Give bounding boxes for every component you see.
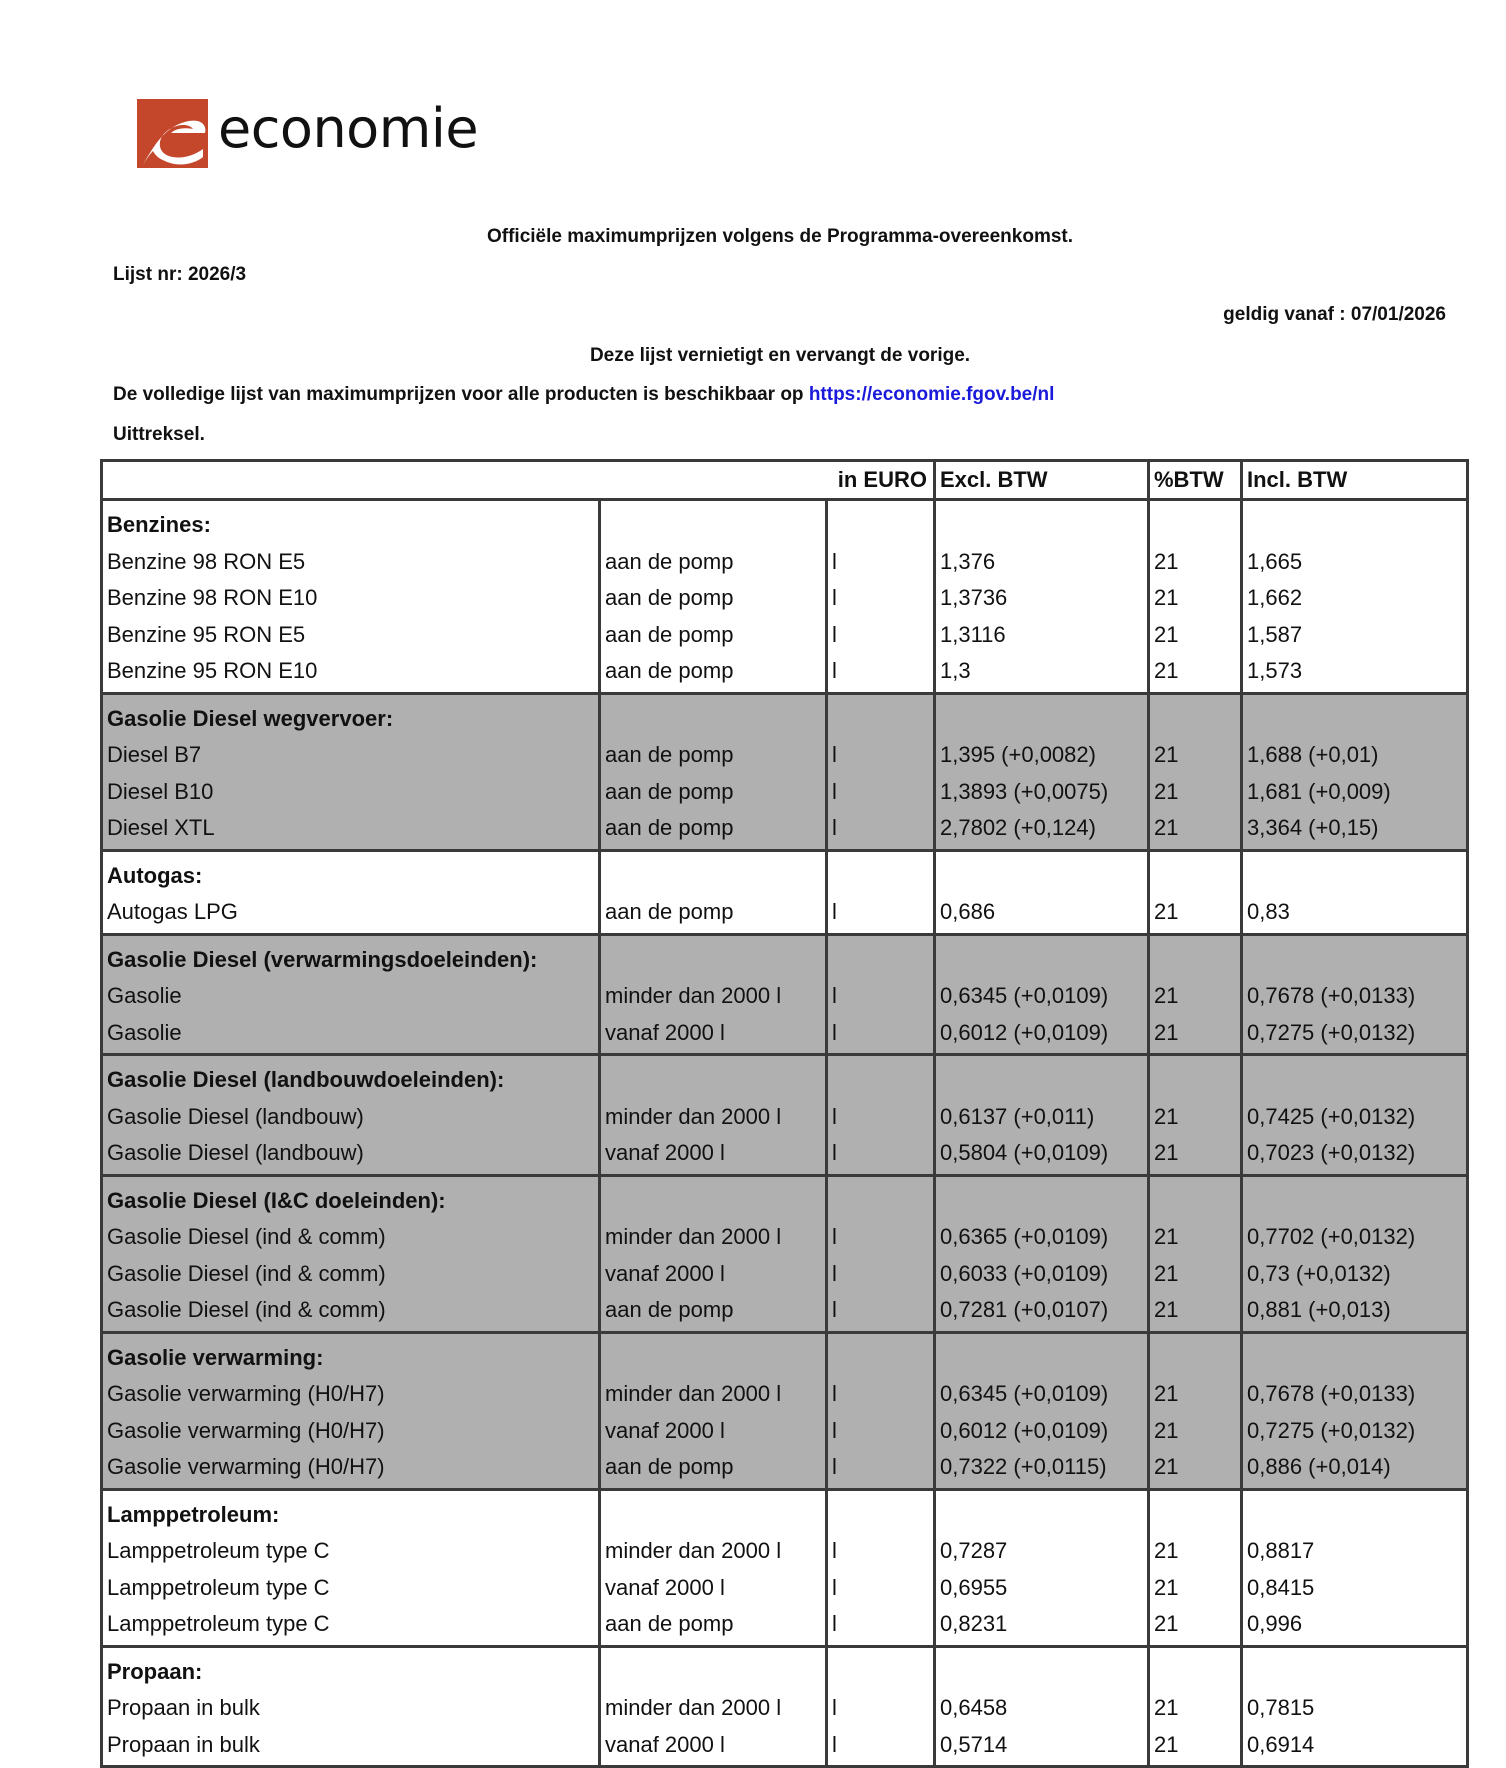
product-name: Benzine 95 RON E5 bbox=[107, 621, 306, 647]
cell-price-excl-vat bbox=[935, 934, 1149, 1055]
empty-cell bbox=[1154, 942, 1240, 979]
empty-cell bbox=[1154, 1183, 1240, 1220]
vat-percent: 21 bbox=[1154, 1454, 1179, 1479]
cell-unit bbox=[827, 850, 935, 934]
price-incl-vat: 0,6914 bbox=[1247, 1731, 1315, 1757]
price-excl-vat: 0,7287 bbox=[940, 1538, 1008, 1563]
empty-cell bbox=[940, 1062, 1147, 1099]
cell-price-incl-vat bbox=[1242, 693, 1468, 850]
product-name: Propaan in bulk bbox=[107, 1695, 260, 1720]
vat-percent: 21 bbox=[1154, 778, 1179, 804]
condition: aan de pomp bbox=[605, 815, 734, 840]
empty-cell bbox=[940, 942, 1147, 979]
price-section bbox=[102, 850, 1468, 934]
vat-percent: 21 bbox=[1154, 1538, 1179, 1563]
empty-cell bbox=[1247, 507, 1466, 544]
empty-cell bbox=[1247, 1062, 1466, 1099]
price-incl-vat: 0,7815 bbox=[1247, 1695, 1315, 1720]
vat-percent: 21 bbox=[1154, 1574, 1179, 1600]
vat-percent: 21 bbox=[1154, 1140, 1179, 1165]
cell-vat-percent bbox=[1149, 1332, 1242, 1489]
logo-text: economie bbox=[218, 97, 479, 160]
cell-product-name bbox=[102, 850, 600, 934]
empty-cell bbox=[832, 701, 933, 738]
price-incl-vat: 0,7425 (+0,0132) bbox=[1247, 1103, 1416, 1129]
condition: aan de pomp bbox=[605, 1297, 734, 1322]
full-list-text: De volledige lijst van maximumprijzen voor alle producten is beschikbaar op bbox=[113, 384, 809, 405]
cell-vat-percent bbox=[1149, 1175, 1242, 1332]
price-excl-vat: 1,395 (+0,0082) bbox=[940, 742, 1096, 767]
column-header-incl-vat: Incl. BTW bbox=[1242, 461, 1468, 500]
product-name: Benzine 98 RON E5 bbox=[107, 548, 306, 574]
price-excl-vat: 0,6345 (+0,0109) bbox=[940, 1381, 1109, 1406]
vat-percent: 21 bbox=[1154, 1260, 1179, 1286]
cell-condition bbox=[600, 500, 827, 694]
cell-price-excl-vat bbox=[935, 500, 1149, 694]
unit: l bbox=[832, 585, 837, 610]
list-number: Lijst nr: 2026/3 bbox=[113, 264, 247, 285]
cell-price-incl-vat bbox=[1242, 1055, 1468, 1176]
vat-percent: 21 bbox=[1154, 1224, 1179, 1249]
document-title: Officiële maximumprijzen volgens de Programma-overeenkomst. bbox=[486, 226, 1074, 247]
cell-product-name bbox=[102, 1489, 600, 1646]
price-excl-vat: 1,376 bbox=[940, 548, 996, 574]
price-incl-vat: 0,83 bbox=[1247, 899, 1290, 924]
price-incl-vat: 0,7702 (+0,0132) bbox=[1247, 1224, 1416, 1249]
empty-cell bbox=[605, 507, 825, 544]
unit: l bbox=[832, 1538, 837, 1563]
cell-price-excl-vat bbox=[935, 850, 1149, 934]
price-excl-vat: 0,6365 (+0,0109) bbox=[940, 1224, 1109, 1249]
product-name: Gasolie bbox=[107, 1019, 182, 1045]
table-row bbox=[102, 1055, 1468, 1176]
unit: l bbox=[832, 621, 837, 647]
cell-price-excl-vat bbox=[935, 1332, 1149, 1489]
empty-cell bbox=[940, 1340, 1147, 1377]
column-header-unit: in EURO bbox=[102, 461, 935, 500]
table-row bbox=[102, 693, 1468, 850]
vat-percent: 21 bbox=[1154, 1695, 1179, 1720]
empty-cell bbox=[605, 942, 825, 979]
cell-unit bbox=[827, 934, 935, 1055]
cell-unit bbox=[827, 1489, 935, 1646]
vat-percent: 21 bbox=[1154, 1297, 1179, 1322]
empty-cell bbox=[940, 507, 1147, 544]
cell-price-excl-vat bbox=[935, 1489, 1149, 1646]
vat-percent: 21 bbox=[1154, 1019, 1179, 1045]
unit: l bbox=[832, 1574, 837, 1600]
valid-from-date: geldig vanaf : 07/01/2026 bbox=[1223, 304, 1446, 325]
category-label: Autogas: bbox=[107, 862, 203, 888]
empty-cell bbox=[1247, 858, 1466, 895]
vat-percent: 21 bbox=[1154, 742, 1179, 767]
product-name: Diesel B7 bbox=[107, 742, 202, 767]
price-section bbox=[102, 1332, 1468, 1489]
replaces-notice: Deze lijst vernietigt en vervangt de vorige. bbox=[589, 345, 971, 366]
unit: l bbox=[832, 778, 837, 804]
cell-product-name bbox=[102, 1646, 600, 1767]
condition: aan de pomp bbox=[605, 1611, 734, 1636]
vat-percent: 21 bbox=[1154, 1611, 1179, 1636]
condition: vanaf 2000 l bbox=[605, 1574, 725, 1600]
cell-unit bbox=[827, 1055, 935, 1176]
category-label: Gasolie Diesel wegvervoer: bbox=[107, 705, 394, 731]
condition: minder dan 2000 l bbox=[605, 1381, 782, 1406]
price-excl-vat: 1,3 bbox=[940, 658, 971, 683]
cell-unit bbox=[827, 1646, 935, 1767]
price-excl-vat: 0,6012 (+0,0109) bbox=[940, 1417, 1109, 1443]
price-incl-vat: 1,573 bbox=[1247, 658, 1303, 683]
condition: minder dan 2000 l bbox=[605, 1224, 782, 1249]
cell-unit bbox=[827, 1332, 935, 1489]
cell-price-incl-vat bbox=[1242, 1489, 1468, 1646]
product-name: Propaan in bulk bbox=[107, 1731, 260, 1757]
product-name: Lamppetroleum type C bbox=[107, 1538, 330, 1563]
condition: minder dan 2000 l bbox=[605, 1695, 782, 1720]
condition: vanaf 2000 l bbox=[605, 1019, 725, 1045]
product-name: Autogas LPG bbox=[107, 899, 238, 924]
cell-product-name bbox=[102, 500, 600, 694]
cell-unit bbox=[827, 1175, 935, 1332]
product-name: Gasolie bbox=[107, 983, 182, 1008]
unit: l bbox=[832, 815, 837, 840]
condition: aan de pomp bbox=[605, 742, 734, 767]
cell-condition bbox=[600, 1175, 827, 1332]
full-list-notice bbox=[113, 384, 1054, 406]
price-section bbox=[102, 1175, 1468, 1332]
table-row bbox=[102, 1175, 1468, 1332]
price-excl-vat: 0,7322 (+0,0115) bbox=[940, 1454, 1107, 1479]
product-name: Gasolie verwarming (H0/H7) bbox=[107, 1417, 385, 1443]
empty-cell bbox=[1154, 858, 1240, 895]
empty-cell bbox=[1247, 1654, 1466, 1691]
cell-price-excl-vat bbox=[935, 693, 1149, 850]
product-name: Diesel B10 bbox=[107, 778, 214, 804]
empty-cell bbox=[832, 507, 933, 544]
price-incl-vat: 0,7023 (+0,0132) bbox=[1247, 1140, 1416, 1165]
vat-percent: 21 bbox=[1154, 815, 1179, 840]
unit: l bbox=[832, 1417, 837, 1443]
price-excl-vat: 0,6137 (+0,011) bbox=[940, 1103, 1095, 1129]
unit: l bbox=[832, 1019, 837, 1045]
empty-cell bbox=[832, 1654, 933, 1691]
price-excl-vat: 1,3893 (+0,0075) bbox=[940, 778, 1109, 804]
product-name: Benzine 98 RON E10 bbox=[107, 585, 318, 610]
vat-percent: 21 bbox=[1154, 1731, 1179, 1757]
price-incl-vat: 1,681 (+0,009) bbox=[1247, 778, 1391, 804]
empty-cell bbox=[832, 1340, 933, 1377]
price-excl-vat: 2,7802 (+0,124) bbox=[940, 815, 1096, 840]
price-excl-vat: 0,6955 bbox=[940, 1574, 1008, 1600]
price-excl-vat: 0,686 bbox=[940, 899, 996, 924]
empty-cell bbox=[940, 1497, 1147, 1534]
condition: aan de pomp bbox=[605, 658, 734, 683]
cell-condition bbox=[600, 1055, 827, 1176]
cell-condition bbox=[600, 693, 827, 850]
cell-price-incl-vat bbox=[1242, 934, 1468, 1055]
condition: aan de pomp bbox=[605, 585, 734, 610]
price-section bbox=[102, 1055, 1468, 1176]
price-section bbox=[102, 500, 1468, 694]
unit: l bbox=[832, 1260, 837, 1286]
condition: aan de pomp bbox=[605, 548, 734, 574]
product-name: Diesel XTL bbox=[107, 815, 215, 840]
unit: l bbox=[832, 899, 837, 924]
unit: l bbox=[832, 1224, 837, 1249]
cell-price-incl-vat bbox=[1242, 500, 1468, 694]
price-incl-vat: 0,7275 (+0,0132) bbox=[1247, 1417, 1416, 1443]
table-row bbox=[102, 1489, 1468, 1646]
unit: l bbox=[832, 1297, 837, 1322]
category-label: Gasolie Diesel (landbouwdoeleinden): bbox=[107, 1067, 505, 1092]
cell-vat-percent bbox=[1149, 1646, 1242, 1767]
condition: aan de pomp bbox=[605, 1454, 734, 1479]
price-incl-vat: 1,665 bbox=[1247, 548, 1303, 574]
condition: vanaf 2000 l bbox=[605, 1731, 725, 1757]
cell-price-incl-vat bbox=[1242, 850, 1468, 934]
price-section bbox=[102, 693, 1468, 850]
price-incl-vat: 0,8817 bbox=[1247, 1538, 1315, 1563]
product-name: Benzine 95 RON E10 bbox=[107, 658, 318, 683]
empty-cell bbox=[1247, 1497, 1466, 1534]
condition: aan de pomp bbox=[605, 899, 734, 924]
empty-cell bbox=[1154, 1340, 1240, 1377]
price-excl-vat: 0,5804 (+0,0109) bbox=[940, 1140, 1109, 1165]
cell-product-name bbox=[102, 1175, 600, 1332]
category-label: Gasolie Diesel (verwarmingsdoeleinden): bbox=[107, 946, 538, 972]
cell-price-excl-vat bbox=[935, 1055, 1149, 1176]
price-incl-vat: 3,364 (+0,15) bbox=[1247, 815, 1379, 840]
cell-condition bbox=[600, 1332, 827, 1489]
empty-cell bbox=[1154, 1654, 1240, 1691]
column-header-excl-vat: Excl. BTW bbox=[935, 461, 1149, 500]
condition: minder dan 2000 l bbox=[605, 983, 782, 1008]
unit: l bbox=[832, 1140, 837, 1165]
product-name: Lamppetroleum type C bbox=[107, 1574, 330, 1600]
price-incl-vat: 0,8415 bbox=[1247, 1574, 1315, 1600]
empty-cell bbox=[1154, 701, 1240, 738]
empty-cell bbox=[940, 1654, 1147, 1691]
empty-cell bbox=[1247, 942, 1466, 979]
unit: l bbox=[832, 658, 837, 683]
table-row bbox=[102, 1332, 1468, 1489]
unit: l bbox=[832, 983, 837, 1008]
empty-cell bbox=[605, 1183, 825, 1220]
cell-vat-percent bbox=[1149, 693, 1242, 850]
empty-cell bbox=[832, 858, 933, 895]
unit: l bbox=[832, 1611, 837, 1636]
unit: l bbox=[832, 742, 837, 767]
condition: vanaf 2000 l bbox=[605, 1140, 725, 1165]
category-label: Benzines: bbox=[107, 512, 211, 537]
economie-logo bbox=[137, 98, 478, 168]
empty-cell bbox=[1154, 507, 1240, 544]
column-header-vat-percent: %BTW bbox=[1149, 461, 1242, 500]
product-name: Gasolie Diesel (ind & comm) bbox=[107, 1260, 386, 1286]
vat-percent: 21 bbox=[1154, 1103, 1179, 1129]
product-name: Gasolie verwarming (H0/H7) bbox=[107, 1381, 385, 1406]
price-incl-vat: 1,688 (+0,01) bbox=[1247, 742, 1379, 767]
unit: l bbox=[832, 1103, 837, 1129]
cell-vat-percent bbox=[1149, 1055, 1242, 1176]
cell-product-name bbox=[102, 1055, 600, 1176]
price-excl-vat: 0,6345 (+0,0109) bbox=[940, 983, 1109, 1008]
unit: l bbox=[832, 1695, 837, 1720]
price-incl-vat: 0,73 (+0,0132) bbox=[1247, 1260, 1391, 1286]
cell-product-name bbox=[102, 693, 600, 850]
vat-percent: 21 bbox=[1154, 621, 1179, 647]
empty-cell bbox=[605, 1497, 825, 1534]
cell-price-excl-vat bbox=[935, 1175, 1149, 1332]
economie-website-link[interactable]: https://economie.fgov.be/nl bbox=[808, 384, 1055, 405]
price-table bbox=[100, 459, 1469, 1768]
empty-cell bbox=[605, 701, 825, 738]
vat-percent: 21 bbox=[1154, 899, 1179, 924]
condition: aan de pomp bbox=[605, 778, 734, 804]
empty-cell bbox=[940, 858, 1147, 895]
cell-unit bbox=[827, 693, 935, 850]
price-incl-vat: 0,7678 (+0,0133) bbox=[1247, 1381, 1416, 1406]
vat-percent: 21 bbox=[1154, 658, 1179, 683]
empty-cell bbox=[605, 858, 825, 895]
condition: vanaf 2000 l bbox=[605, 1260, 725, 1286]
product-name: Gasolie Diesel (ind & comm) bbox=[107, 1297, 386, 1322]
empty-cell bbox=[832, 1062, 933, 1099]
price-incl-vat: 0,996 bbox=[1247, 1611, 1303, 1636]
empty-cell bbox=[940, 701, 1147, 738]
vat-percent: 21 bbox=[1154, 548, 1179, 574]
empty-cell bbox=[605, 1062, 825, 1099]
cell-product-name bbox=[102, 934, 600, 1055]
price-section bbox=[102, 1489, 1468, 1646]
unit: l bbox=[832, 1381, 837, 1406]
cell-condition bbox=[600, 1489, 827, 1646]
empty-cell bbox=[1247, 1340, 1466, 1377]
table-row bbox=[102, 500, 1468, 694]
vat-percent: 21 bbox=[1154, 1381, 1179, 1406]
vat-percent: 21 bbox=[1154, 585, 1179, 610]
empty-cell bbox=[940, 1183, 1147, 1220]
cell-vat-percent bbox=[1149, 934, 1242, 1055]
category-label: Gasolie Diesel (I&C doeleinden): bbox=[107, 1187, 446, 1213]
price-incl-vat: 0,886 (+0,014) bbox=[1247, 1454, 1391, 1479]
cell-price-incl-vat bbox=[1242, 1175, 1468, 1332]
empty-cell bbox=[1247, 701, 1466, 738]
price-incl-vat: 0,881 (+0,013) bbox=[1247, 1297, 1391, 1322]
price-excl-vat: 0,8231 bbox=[940, 1611, 1008, 1636]
empty-cell bbox=[1247, 1183, 1466, 1220]
price-excl-vat: 0,6033 (+0,0109) bbox=[940, 1260, 1109, 1286]
economie-logo-icon bbox=[137, 99, 208, 168]
unit: l bbox=[832, 1454, 837, 1479]
product-name: Lamppetroleum type C bbox=[107, 1611, 330, 1636]
empty-cell bbox=[605, 1340, 825, 1377]
product-name: Gasolie Diesel (ind & comm) bbox=[107, 1224, 386, 1249]
category-label: Propaan: bbox=[107, 1658, 203, 1684]
price-excl-vat: 0,5714 bbox=[940, 1731, 1008, 1757]
table-header-row bbox=[102, 461, 1468, 500]
excerpt-label: Uittreksel. bbox=[113, 424, 205, 445]
empty-cell bbox=[832, 1183, 933, 1220]
price-incl-vat: 1,587 bbox=[1247, 621, 1303, 647]
cell-unit bbox=[827, 500, 935, 694]
cell-condition bbox=[600, 850, 827, 934]
cell-vat-percent bbox=[1149, 500, 1242, 694]
unit: l bbox=[832, 1731, 837, 1757]
cell-vat-percent bbox=[1149, 1489, 1242, 1646]
price-section bbox=[102, 934, 1468, 1055]
price-excl-vat: 1,3736 bbox=[940, 585, 1008, 610]
condition: vanaf 2000 l bbox=[605, 1417, 725, 1443]
product-name: Gasolie Diesel (landbouw) bbox=[107, 1140, 364, 1165]
category-label: Lamppetroleum: bbox=[107, 1501, 280, 1527]
empty-cell bbox=[605, 1654, 825, 1691]
condition: minder dan 2000 l bbox=[605, 1103, 782, 1129]
empty-cell bbox=[832, 942, 933, 979]
price-excl-vat: 1,3116 bbox=[940, 621, 1006, 647]
price-incl-vat: 0,7678 (+0,0133) bbox=[1247, 983, 1416, 1008]
cell-condition bbox=[600, 934, 827, 1055]
price-excl-vat: 0,6458 bbox=[940, 1695, 1008, 1720]
cell-price-incl-vat bbox=[1242, 1646, 1468, 1767]
price-section bbox=[102, 1646, 1468, 1767]
empty-cell bbox=[1154, 1062, 1240, 1099]
category-label: Gasolie verwarming: bbox=[107, 1344, 324, 1370]
vat-percent: 21 bbox=[1154, 983, 1179, 1008]
table-row bbox=[102, 934, 1468, 1055]
cell-price-incl-vat bbox=[1242, 1332, 1468, 1489]
table-row bbox=[102, 850, 1468, 934]
condition: aan de pomp bbox=[605, 621, 734, 647]
condition: minder dan 2000 l bbox=[605, 1538, 782, 1563]
product-name: Gasolie Diesel (landbouw) bbox=[107, 1103, 364, 1129]
table-row bbox=[102, 1646, 1468, 1767]
unit: l bbox=[832, 548, 837, 574]
vat-percent: 21 bbox=[1154, 1417, 1179, 1443]
empty-cell bbox=[832, 1497, 933, 1534]
cell-price-excl-vat bbox=[935, 1646, 1149, 1767]
product-name: Gasolie verwarming (H0/H7) bbox=[107, 1454, 385, 1479]
cell-product-name bbox=[102, 1332, 600, 1489]
price-incl-vat: 1,662 bbox=[1247, 585, 1303, 610]
price-excl-vat: 0,6012 (+0,0109) bbox=[940, 1019, 1109, 1045]
cell-condition bbox=[600, 1646, 827, 1767]
price-excl-vat: 0,7281 (+0,0107) bbox=[940, 1297, 1109, 1322]
empty-cell bbox=[1154, 1497, 1240, 1534]
cell-vat-percent bbox=[1149, 850, 1242, 934]
price-incl-vat: 0,7275 (+0,0132) bbox=[1247, 1019, 1416, 1045]
